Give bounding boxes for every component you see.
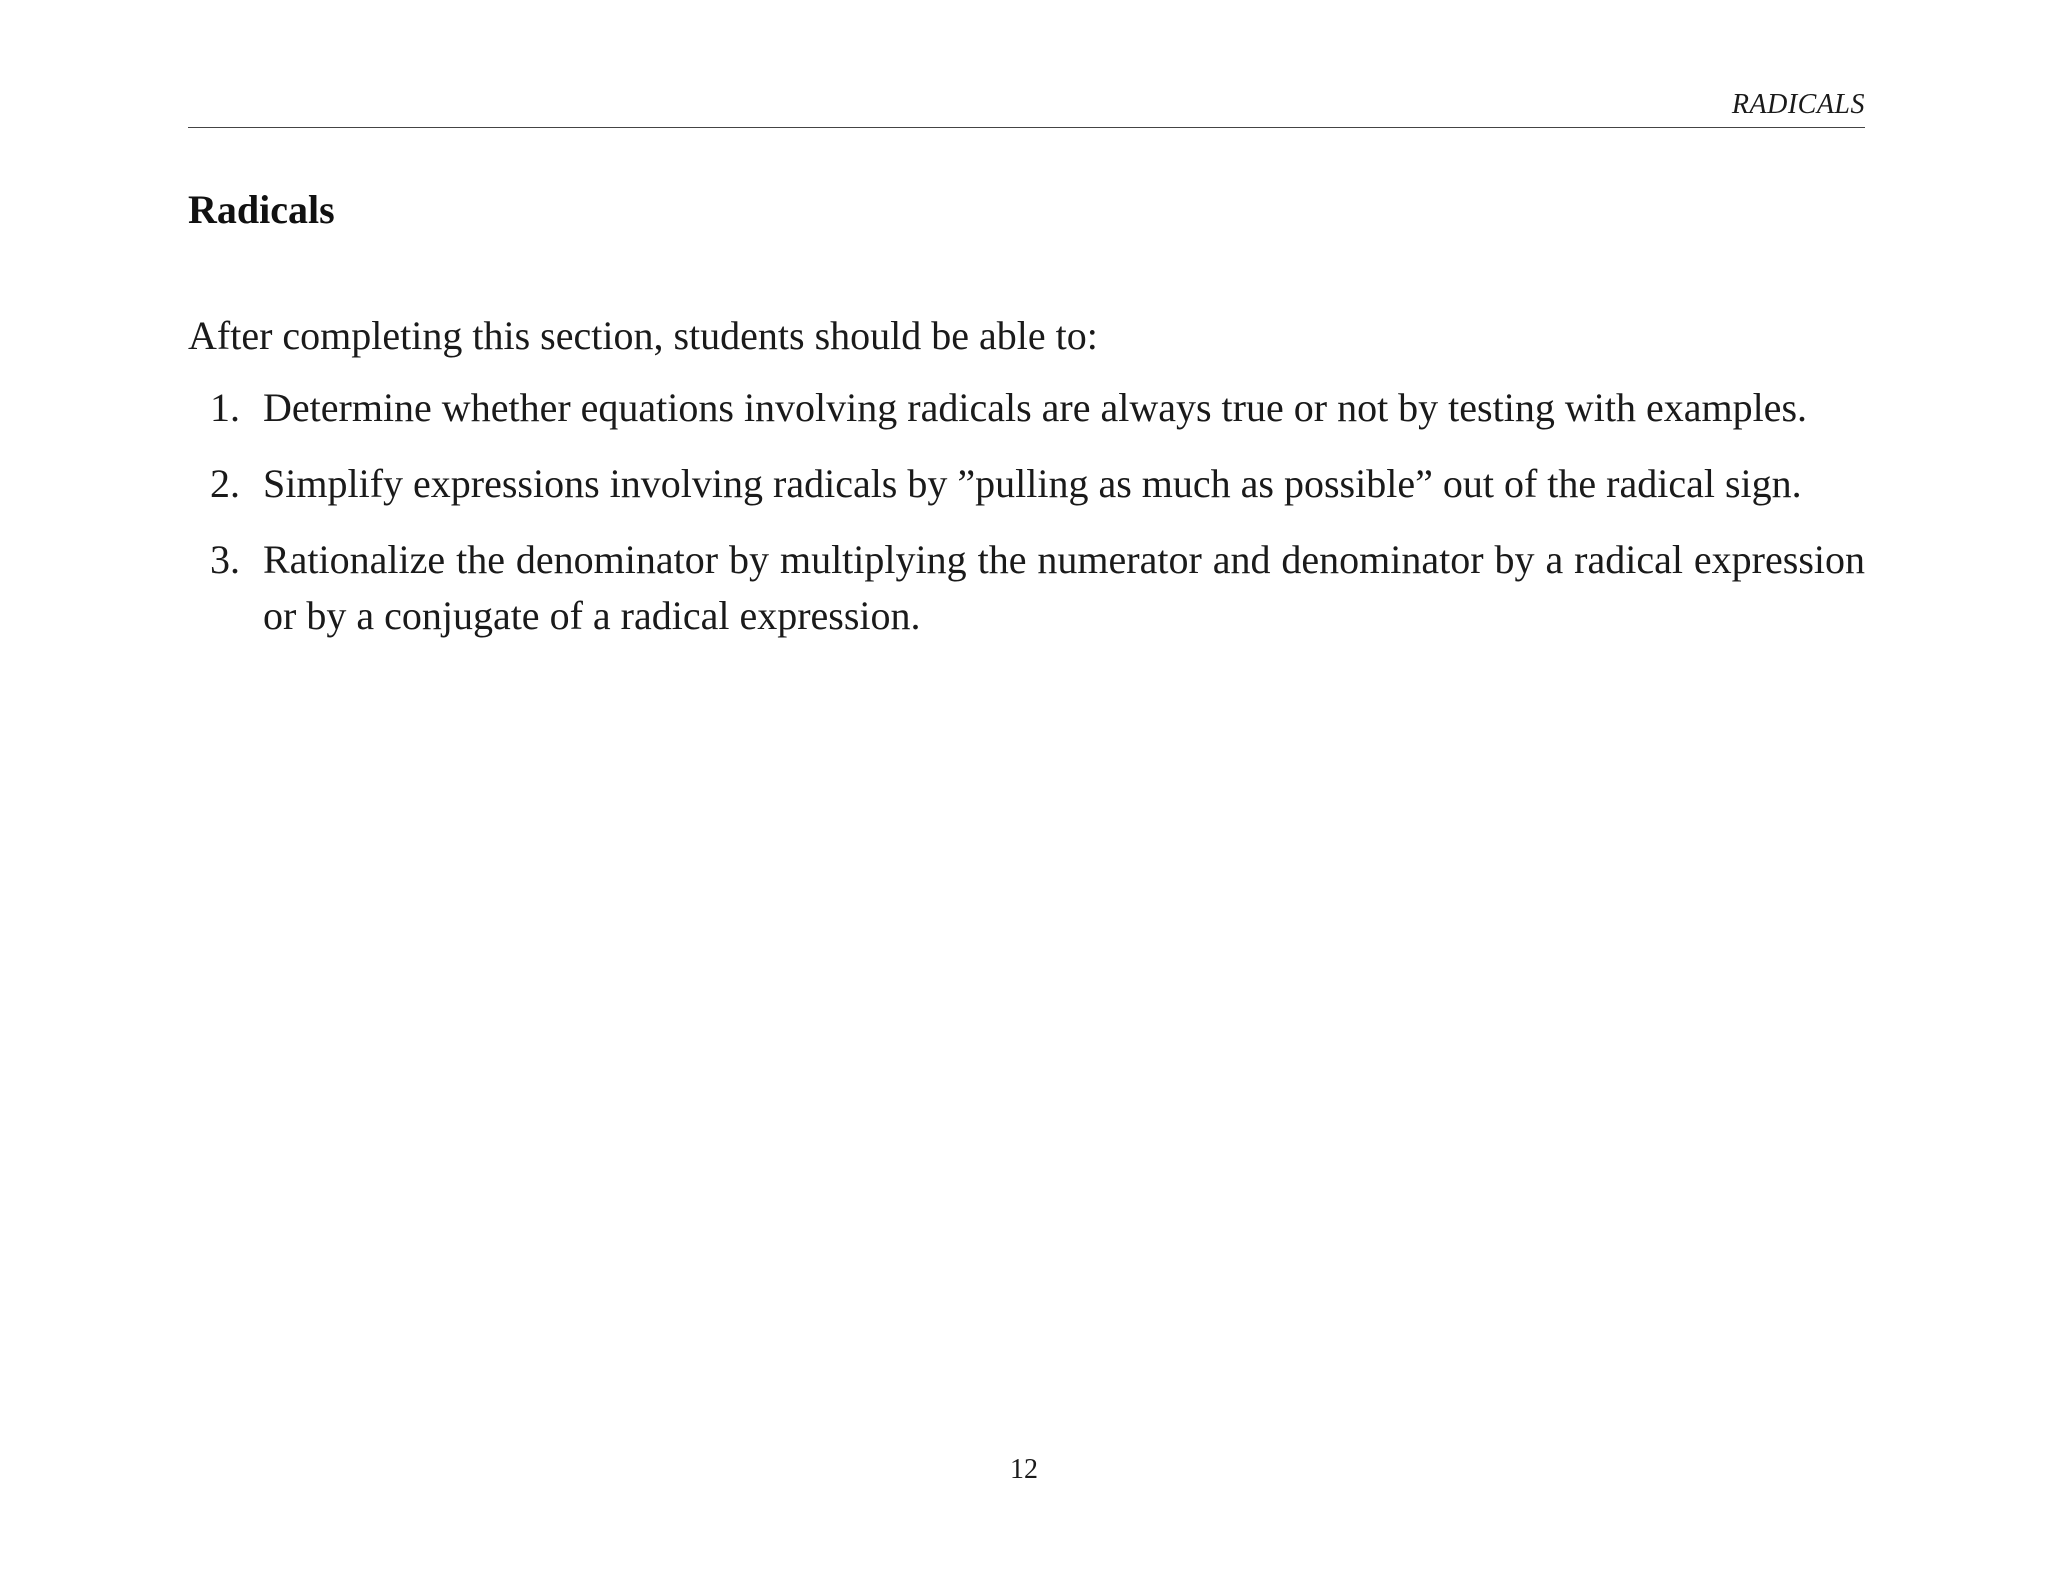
objective-number: 3. xyxy=(210,537,240,582)
objective-text: Simplify expressions involving radicals by ”pulling as much as possible” out of the radical sign. xyxy=(263,461,1802,506)
objective-item xyxy=(188,456,1865,512)
section-title: Radicals xyxy=(188,187,335,232)
objective-text: Determine whether equations involving radicals are always true or not by testing with examples. xyxy=(263,385,1808,430)
objective-number: 1. xyxy=(210,385,240,430)
running-header xyxy=(188,88,1865,128)
objective-text: Rationalize the denominator by multiplying the numerator and denominator by a radical expression or by a conjugate of a radical expression. xyxy=(263,537,1865,638)
section-intro: After completing this section, students should be able to: xyxy=(188,313,1098,358)
page-number: 12 xyxy=(1010,1454,1038,1485)
objectives-list xyxy=(188,380,1865,664)
objective-item xyxy=(188,532,1865,644)
running-header-title: RADICALS xyxy=(1731,89,1865,120)
objective-number: 2. xyxy=(210,461,240,506)
objective-item xyxy=(188,380,1865,436)
